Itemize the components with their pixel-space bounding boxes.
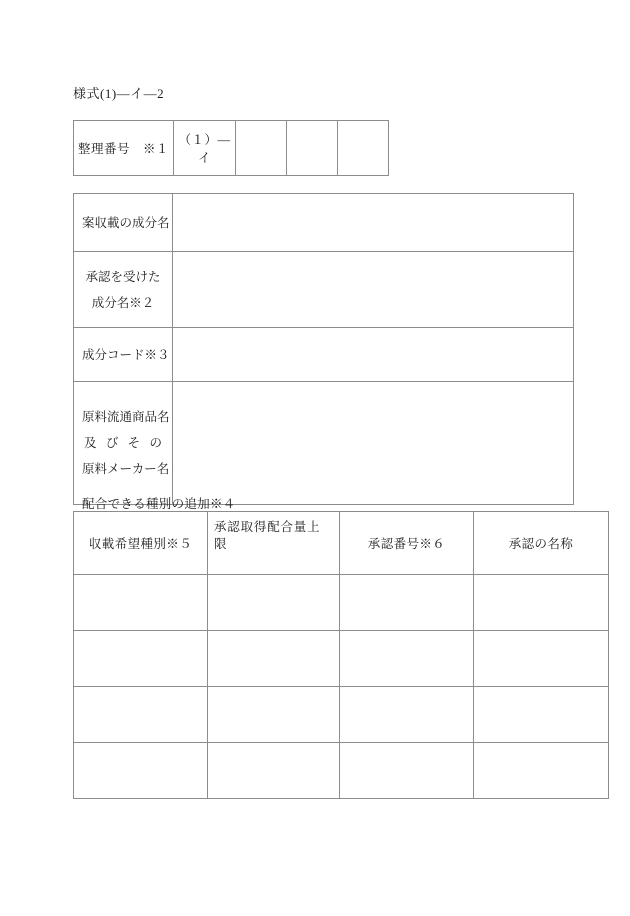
cell-approval-name[interactable] [474,575,609,631]
row-label-line: 原料メーカー名 [82,462,170,476]
table-row [74,252,574,328]
spread-char: そ [127,436,141,450]
spread-char: の [149,436,162,450]
table-row [74,121,389,176]
cell-approval-name[interactable] [474,631,609,687]
control-number-blank-cell-1[interactable] [236,121,287,176]
row-label-line: 成分名※２ [91,295,155,310]
form-title: 様式(1)—イ—2 [73,86,165,101]
row-value-proposed-ingredient-name[interactable] [173,194,574,252]
cell-desired-category[interactable] [74,687,208,743]
cell-desired-category[interactable] [74,575,208,631]
cell-approved-max-amount[interactable] [208,743,340,799]
spread-char: び [105,436,119,450]
row-label-raw-material-product-and-maker [74,382,173,505]
cell-desired-category[interactable] [74,743,208,799]
table-row [74,328,574,382]
column-header-approval-number: 承認番号※６ [340,512,474,575]
approval-entry-table [73,511,609,799]
column-header-approved-max-amount: 承認取得配合量上限 [208,512,340,575]
control-number-value-cell[interactable]: （１）—イ [174,121,236,176]
row-value-raw-material-product-and-maker[interactable] [173,382,574,505]
column-header-desired-category: 収載希望種別※５ [74,512,208,575]
control-number-blank-cell-2[interactable] [287,121,338,176]
row-label-line-spread [82,430,164,456]
table-row [74,687,609,743]
cell-approval-number[interactable] [340,687,474,743]
section-caption-additional-categories: 配合できる種別の追加※４ [82,497,236,511]
control-number-table [73,120,389,176]
column-header-approval-name: 承認の名称 [474,512,609,575]
cell-approval-name[interactable] [474,743,609,799]
cell-approval-name[interactable] [474,687,609,743]
cell-approved-max-amount[interactable] [208,687,340,743]
spread-char: 及 [84,436,97,450]
table-row [74,575,609,631]
cell-approval-number[interactable] [340,575,474,631]
cell-approved-max-amount[interactable] [208,631,340,687]
control-number-blank-cell-3[interactable] [338,121,389,176]
row-value-approved-ingredient-name[interactable] [173,252,574,328]
cell-approval-number[interactable] [340,743,474,799]
row-label-proposed-ingredient-name [74,194,173,252]
table-row [74,194,574,252]
table-header-row [74,512,609,575]
cell-desired-category[interactable] [74,631,208,687]
control-number-label-cell [74,121,174,176]
row-label-line: 成分コード※３ [82,347,170,362]
row-label-line: 案収載の成分名 [82,215,170,230]
table-row [74,743,609,799]
row-value-ingredient-code[interactable] [173,328,574,382]
row-label-line: 原料流通商品名 [82,410,170,424]
row-label-approved-ingredient-name [74,252,173,328]
table-row [74,631,609,687]
row-label-ingredient-code [74,328,173,382]
ingredient-info-table [73,193,574,505]
table-row [74,382,574,505]
row-label-line: 承認を受けた [85,269,161,284]
cell-approved-max-amount[interactable] [208,575,340,631]
control-number-label: 整理番号 ※１ [77,142,169,156]
cell-approval-number[interactable] [340,631,474,687]
